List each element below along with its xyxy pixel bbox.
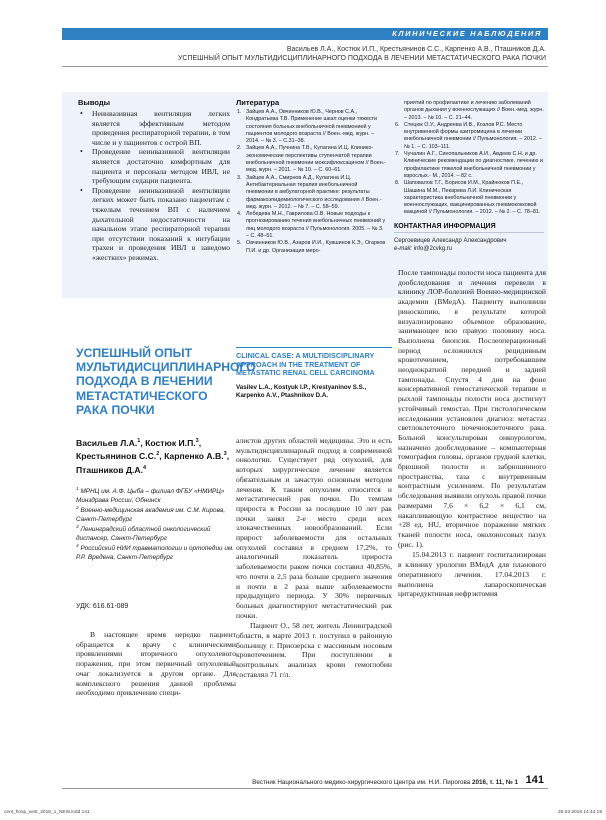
- reference-item: 1. Зайцев А.А., Овчинников Ю.В., Чернов С.А., Кондратьева Т.В. Применение шкал оценки тяжести состояния больных внебольничной пневмонией у пациентов молодого возраста // Воен.-мед. журн. – 2014. – № 3. – С.31–38.: [237, 109, 378, 145]
- affiliation-item: $^2$ Военно-медицинская академия им. С.М. Кирова, Санкт-Петербург: [76, 506, 226, 523]
- section-header-bar: [62, 28, 548, 40]
- reference-item: 3. Зайцев А.А., Смирнов А.Д., Кулагина И.Ц. Антибактериальная терапия внебольничной пневмонии в амбулаторной практике: результаты фармакоэпидемиологического исследования // Воен.-мед. журн. – 2012. – № 7. – С. 58–59.: [237, 174, 382, 210]
- print-timestamp: 26.03.2016 14:44:19: [557, 810, 602, 815]
- conclusions-heading: Выводы: [78, 98, 110, 107]
- footer-journal-title: Вестник Национального медико-хирургического Центра им. Н.И. Пирогова 2016, т. 11, № 1: [252, 779, 518, 786]
- contact-name: Сергоевицев Александр Александрович: [394, 237, 507, 244]
- contact-email: e-mail: info@2cvkg.ru: [394, 245, 453, 252]
- references-column-1: [236, 98, 386, 255]
- article-authors: Васильев Л.А.$^1$, Костюк И.П.$^3$, Крестьянинов С.С.$^2$, Карпенко А.В.$^3$, Пташников Д.А.$^4$: [76, 437, 230, 475]
- reference-item: 6. Стецюк О.У., Андреева И.В., Козлов Р.С. Место внутривенной формы азитромицина в лечении внебольничной пневмонии // Пульмонология. – 2012. – № 1. – С. 103–111.: [395, 121, 542, 150]
- reference-item: 4. Лебедева М.Н., Гаврилова О.В. Новые подходы к прогнозированию течения внебольничных пневмоний у лиц молодого возраста // Пульмонология. 2005. – № 3. – С. 48–51.: [237, 211, 386, 240]
- references-column-2: [394, 100, 544, 252]
- contact-heading: КОНТАКТНАЯ ИНФОРМАЦИЯ: [394, 223, 544, 233]
- english-authors: Vasilev L.A., Kostyuk I.P., Krestyaninov S.S., Karpenko A.V., Ptashnikov D.A.: [236, 383, 367, 399]
- article-title: УСПЕШНЫЙ ОПЫТ МУЛЬТИДИСЦИПЛИНАРНОГО ПОДХОДА В ЛЕЧЕНИИ МЕТАСТАТИЧЕСКОГО РАКА ПОЧКИ: [76, 346, 256, 417]
- paragraph: 15.04.2013 г. пациент госпитализирован в клинику урологии ВМедА для планового оперативного лечения. 17.04.2013 г. выполнена лапароскопическая цитаредуктивная нефрэктомия: [398, 550, 546, 599]
- paragraph: Пациент О., 58 лет, житель Ленинградской области, в марте 2013 г. поступил в районную больницу г. Приозерска с массивным носовым кровотечением. При поступлении в контрольных анализах крови гемоглобин составлял 71 г/л.: [236, 621, 392, 679]
- english-title: CLINICAL CASE: A MULTIDISCIPLINARY APPROACH IN THE TREATMENT OF METASTATIC RENAL CELL CARCINOMA: [236, 351, 375, 378]
- paragraph: После тампонады полости носа пациента для дообследования и лечения перевели в клинику ЛОР-болезней Военно-медицинской академии (ВМедА). Пациенту выполнили риноскопию, в результате которой визуализировано объемное образование, занимающее всю правую половину носа. Выполнена биопсия. Послеоперационный период осложнился рецидивным кровотечением, потребовавшим неоднократной передней и задней тампонады. Спустя 4 дня на фоне консервативной гемостатической терапии и рыхлой тампонады полости носа достигнут устойчивый гемостаз. При гистологическом исследовании установлен диагноз: метастаз светлоклеточного почечноклеточного рака. Больной консультирован онкоурологом, назначено дообследование – компьютерная томография головы, органов грудной клетки, брюшной полости и забрюшинного пространства, таза с внутривенным контрастным усилением. По результатам обследования выявили опухоль правой почки размерами 7,6 × 6,2 × 6,1 см, накапливающую контрастное вещество на +28 ед. HU, вторичное поражение мягких тканей полости носа, околоносовых пазух (рис. 1).: [398, 268, 546, 549]
- body-column-b: [236, 436, 392, 680]
- affiliation-item: $^1$ МРНЦ им. А.Ф. Цыба – филиал ФГБУ «НМИРЦ» Минздрава России, Обнинск: [76, 487, 225, 504]
- english-abstract-header: [236, 352, 392, 400]
- body-column-a: [76, 630, 236, 698]
- conclusions-list: [78, 109, 230, 263]
- bullet-icon: •: [80, 185, 83, 195]
- reference-continuation: приятий по профилактике и лечению заболеваний органов дыхания у военнослужащих // Воен.-мед. журн. – 2013. – № 10. – С. 21–44.: [404, 100, 544, 121]
- conclusion-item: • Проведение неинвазивной вентиляции является достаточно комфортным для пациента и персонала методом ИВЛ, не требующим седации пациента.: [80, 147, 230, 186]
- reference-item: 5. Овчинников Ю.В., Азаров И.И., Кувшинов К.Э., Огарков П.И. и др. Организация меро-: [237, 240, 386, 254]
- email-link[interactable]: info@2cvkg.ru: [413, 245, 453, 252]
- bullet-icon: •: [80, 109, 83, 118]
- affiliation-item: $^4$ Российский НИИ травматологии и ортопедии им. Р.Р. Вредена, Санкт-Петербург: [76, 544, 235, 561]
- udc-code: УДК: 616.61-089: [76, 603, 129, 610]
- footer-divider: [62, 788, 548, 789]
- conclusion-item: • Неинвазивная вентиляция легких является эффективным методом проведения респираторной терапии, в том числе и у пациентов с острой ВП.: [80, 109, 230, 147]
- conclusion-item: • Проведение неинвазивной вентиляции легких может быть показано пациентам с тяжелым течением ВП с наличием дыхательной недостаточности на начальном этапе респираторной терапии при отсутствии показаний к интубации трахеи и проведения ИВЛ в заведомо «жестких» режимах.: [80, 185, 230, 262]
- section-label: КЛИНИЧЕСКИЕ НАБЛЮДЕНИЯ: [392, 29, 542, 38]
- conclusions-section: [78, 98, 230, 263]
- reference-item: 2. Зайцев А.А., Пучнина Т.В., Кулагина И.Ц. Клинико-экономические перспективы ступенчатой терапии внебольничной пневмонии моксифлоксацином // Воен.-мед. журн. – 2011. – № 10. – С. 60–61.: [237, 145, 386, 174]
- running-head-title: УСПЕШНЫЙ ОПЫТ МУЛЬТИДИСЦИПЛИНАРНОГО ПОДХОДА В ЛЕЧЕНИИ МЕТАСТАТИЧЕСКОГО РАКА ПОЧКИ: [177, 55, 546, 62]
- references-heading: Литература: [236, 98, 280, 107]
- print-file-info: cent_hosp_vest_2016_1_NEW.indd 141: [4, 810, 90, 815]
- paragraph: алистов других областей медицины. Это и есть мультидисциплинарный подход в современной онкологии. Существует ряд опухолей, для которых хирургическое лечение является обязательным и зачастую основным методом лечения. К таким опухолям относится и метастатический рак почки. По темпам прироста в России за последние 10 лет рак почки занял 2-е место среди всех злокачественных новообразований. Если прирост заболеваемости для остальных опухолей составил в среднем 17,2%, то аналогичный показатель прироста заболеваемости раком почки составил 40,85%, что почти в 2,5 раза больше среднего значения и почти в 2 раза выше заболеваемости предыдущего периода. У 30% первичных больных диагностируют метастатический рак почки.: [236, 436, 392, 620]
- header-divider: [62, 66, 548, 67]
- english-title-divider: [236, 347, 392, 348]
- reference-item: 7. Чучалин А.Г., Синопальников А.И., Авдеев С.Н. и др. Клинические рекомендации по диагностике, лечению и профилактике тяжелой внебольничной пневмонии у взрослых.- М., 2014. – 82 с.: [395, 151, 543, 179]
- reference-item: 8. Шаповалов Т.Г., Борисов И.М., Крайнюков П.Е., Шашина М.М., Пекарева Л.И. Клиническая характеристика внебольничной пневмонии у военнослужащих, вакцинированных пневмококковой вакциной // Пульмонология. – 2012. – № 2. – С. 78–81.: [395, 180, 541, 216]
- body-column-c: [398, 268, 546, 599]
- paragraph: В настоящее время нередко пациент обращается к врачу с клиническими проявлениями вторичного опухолевого поражения, при этом первичный опухолевый очаг локализуется в другом органе. Для комплексного решения данной проблемы необходимо привлечение специ-: [76, 630, 236, 698]
- running-head-authors: Васильев Л.А., Костюк И.П., Крестьянинов С.С., Карпенко А.В., Пташников Д.А.: [286, 46, 546, 53]
- bullet-icon: •: [80, 147, 83, 157]
- page-number: 141: [525, 774, 544, 786]
- affiliation-item: $^3$ Ленинградский областной онкологический диспансер, Санкт-Петербург: [76, 525, 211, 542]
- affiliations: [76, 486, 236, 563]
